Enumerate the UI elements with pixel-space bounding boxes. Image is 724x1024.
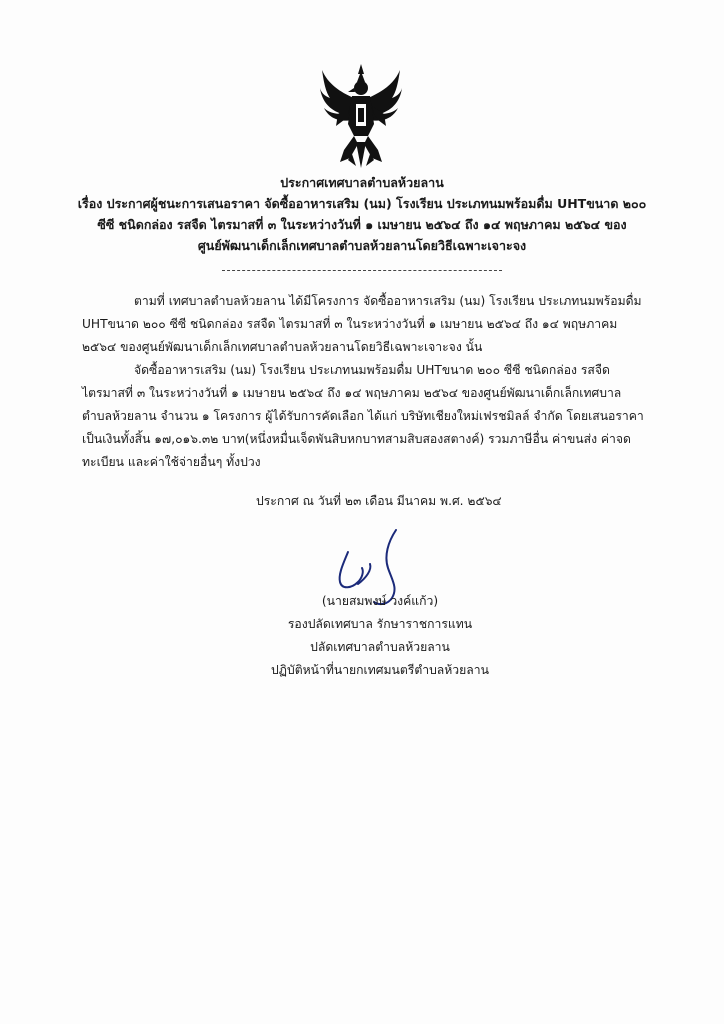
signer-name: (นายสมพงษ์ วงค์แก้ว)	[321, 594, 439, 608]
signer-position: ปฏิบัติหน้าที่นายกเทศมนตรีตำบลห้วยลาน	[271, 663, 489, 677]
subject-line: ศูนย์พัฒนาเด็กเล็กเทศบาลตำบลห้วยลานโดยวิธีเฉพาะเจาะจง	[197, 238, 527, 253]
body-line: ตามที่ เทศบาลตำบลห้วยลาน ได้มีโครงการ จัดซื้ออาหารเสริม (นม) โรงเรียน ประเภทนมพร้อมดื่ม	[134, 294, 642, 308]
subject-line: เรื่อง ประกาศผู้ชนะการเสนอราคา จัดซื้ออาหารเสริม (นม) โรงเรียน ประเภทนมพร้อมดื่ม UHTขนาด ๒๐๐	[77, 196, 647, 211]
body-line: เป็นเงินทั้งสิ้น ๑๗,๐๑๖.๓๒ บาท(หนึ่งหมื่นเจ็ดพันสิบหกบาทสามสิบสองสตางค์) รวมภาษีอื่น ค่าขนส่ง ค่าจด	[82, 432, 631, 446]
signer-position: ปลัดเทศบาลตำบลห้วยลาน	[310, 640, 450, 654]
announcement-body	[82, 290, 662, 474]
signer-position: รองปลัดเทศบาล รักษาราชการแทน	[287, 617, 473, 631]
announcement-date: ประกาศ ณ วันที่ ๒๓ เดือน มีนาคม พ.ศ. ๒๕๖๔	[256, 494, 502, 508]
body-line: จัดซื้ออาหารเสริม (นม) โรงเรียน ประเภทนมพร้อมดื่ม UHTขนาด ๒๐๐ ซีซี ชนิดกล่อง รสจืด	[134, 363, 610, 377]
announcement-header	[40, 172, 684, 256]
subject-line: ซีซี ชนิดกล่อง รสจืด ไตรมาสที่ ๓ ในระหว่างวันที่ ๑ เมษายน ๒๕๖๔ ถึง ๑๔ พฤษภาคม ๒๕๖๔ ของ	[97, 217, 627, 232]
body-line: UHTขนาด ๒๐๐ ซีซี ชนิดกล่อง รสจืด ไตรมาสที่ ๓ ในระหว่างวันที่ ๑ เมษายน ๒๕๖๔ ถึง ๑๔ พฤษภาคม	[82, 317, 618, 331]
body-line: ไตรมาสที่ ๓ ในระหว่างวันที่ ๑ เมษายน ๒๕๖๔ ถึง ๑๔ พฤษภาคม ๒๕๖๔ ของศูนย์พัฒนาเด็กเล็กเทศบาล	[82, 386, 622, 400]
body-line: ทะเบียน และค่าใช้จ่ายอื่นๆ ทั้งปวง	[82, 455, 261, 469]
header-divider	[222, 270, 502, 271]
signature-block	[230, 590, 530, 682]
garuda-emblem-icon	[318, 62, 404, 170]
body-line: ตำบลห้วยลาน จำนวน ๑ โครงการ ผู้ได้รับการคัดเลือก ได้แก่ บริษัทเชียงใหม่เฟรชมิลล์ จำกัด โดยเสนอราคา	[82, 409, 644, 423]
announcement-title: ประกาศเทศบาลตำบลห้วยลาน	[280, 175, 444, 190]
body-line: ๒๕๖๔ ของศูนย์พัฒนาเด็กเล็กเทศบาลตำบลห้วยลานโดยวิธีเฉพาะเจาะจง นั้น	[82, 340, 483, 354]
